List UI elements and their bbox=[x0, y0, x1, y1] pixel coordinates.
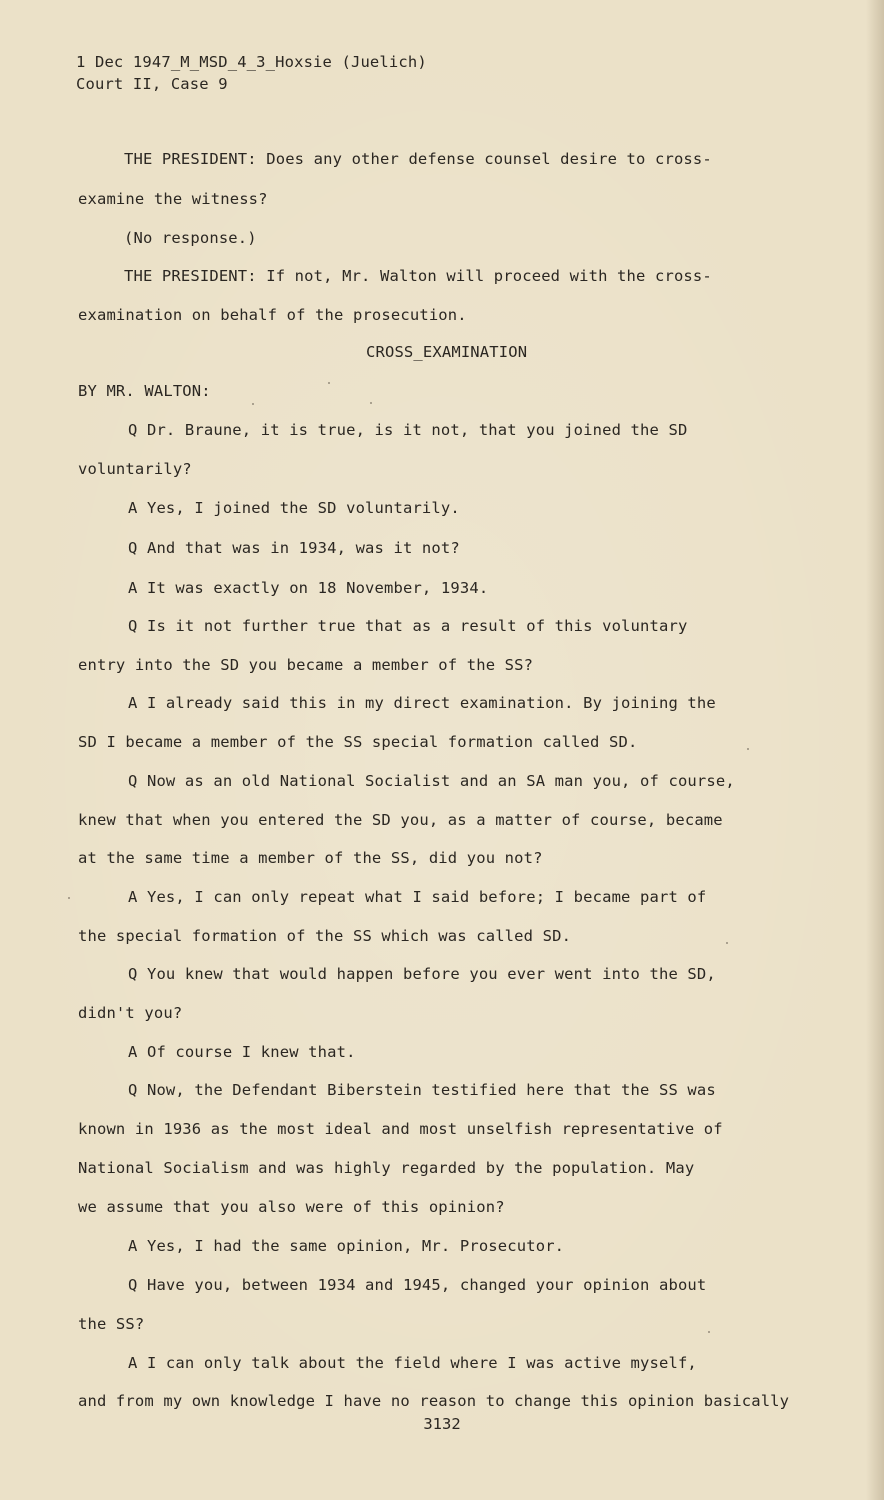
question-line: Q Now, the Defendant Biberstein testified here that the SS was bbox=[128, 1081, 716, 1099]
transcript-line: at the same time a member of the SS, did you not? bbox=[78, 849, 543, 867]
answer-line: A Yes, I joined the SD voluntarily. bbox=[128, 499, 460, 517]
transcript-line: entry into the SD you became a member of the SS? bbox=[78, 656, 534, 674]
question-line: Q And that was in 1934, was it not? bbox=[128, 539, 460, 557]
paper-speck bbox=[328, 382, 330, 384]
transcript-line: National Socialism and was highly regarded by the population. May bbox=[78, 1159, 695, 1177]
paper-speck bbox=[747, 748, 749, 750]
page-number: 3132 bbox=[423, 1415, 461, 1433]
transcript-line: THE PRESIDENT: Does any other defense counsel desire to cross- bbox=[124, 150, 712, 168]
transcript-line: (No response.) bbox=[124, 229, 257, 247]
paper-speck bbox=[252, 403, 254, 405]
answer-line: A Yes, I had the same opinion, Mr. Prosecutor. bbox=[128, 1237, 565, 1255]
answer-line: A I can only talk about the field where I was active myself, bbox=[128, 1354, 697, 1372]
section-heading: CROSS_EXAMINATION bbox=[366, 343, 528, 361]
question-line: Q Dr. Braune, it is true, is it not, that you joined the SD bbox=[128, 421, 688, 439]
transcript-line: knew that when you entered the SD you, as a matter of course, became bbox=[78, 811, 723, 829]
transcript-line: didn't you? bbox=[78, 1004, 183, 1022]
paper-speck bbox=[708, 1331, 710, 1333]
examiner-line: BY MR. WALTON: bbox=[78, 382, 211, 400]
transcript-line: THE PRESIDENT: If not, Mr. Walton will proceed with the cross- bbox=[124, 267, 712, 285]
question-line: Q Now as an old National Socialist and an SA man you, of course, bbox=[128, 772, 735, 790]
answer-line: A It was exactly on 18 November, 1934. bbox=[128, 579, 489, 597]
transcript-line: the special formation of the SS which was called SD. bbox=[78, 927, 572, 945]
transcript-line: examination on behalf of the prosecution. bbox=[78, 306, 467, 324]
paper-speck bbox=[68, 897, 70, 899]
transcript-line: and from my own knowledge I have no reason to change this opinion basically bbox=[78, 1392, 790, 1410]
question-line: Q Is it not further true that as a result of this voluntary bbox=[128, 617, 688, 635]
header-line-2: Court II, Case 9 bbox=[76, 75, 228, 93]
transcript-line: known in 1936 as the most ideal and most unselfish representative of bbox=[78, 1120, 723, 1138]
page-edge-shadow bbox=[866, 0, 884, 1500]
paper-speck bbox=[726, 942, 728, 944]
paper-speck bbox=[370, 402, 372, 404]
transcript-line: SD I became a member of the SS special formation called SD. bbox=[78, 733, 638, 751]
answer-line: A I already said this in my direct examination. By joining the bbox=[128, 694, 716, 712]
transcript-line: voluntarily? bbox=[78, 460, 192, 478]
answer-line: A Of course I knew that. bbox=[128, 1043, 356, 1061]
transcript-line: we assume that you also were of this opinion? bbox=[78, 1198, 505, 1216]
transcript-line: examine the witness? bbox=[78, 190, 268, 208]
answer-line: A Yes, I can only repeat what I said before; I became part of bbox=[128, 888, 707, 906]
question-line: Q Have you, between 1934 and 1945, changed your opinion about bbox=[128, 1276, 707, 1294]
question-line: Q You knew that would happen before you ever went into the SD, bbox=[128, 965, 716, 983]
header-line-1: 1 Dec 1947_M_MSD_4_3_Hoxsie (Juelich) bbox=[76, 53, 427, 71]
transcript-line: the SS? bbox=[78, 1315, 145, 1333]
